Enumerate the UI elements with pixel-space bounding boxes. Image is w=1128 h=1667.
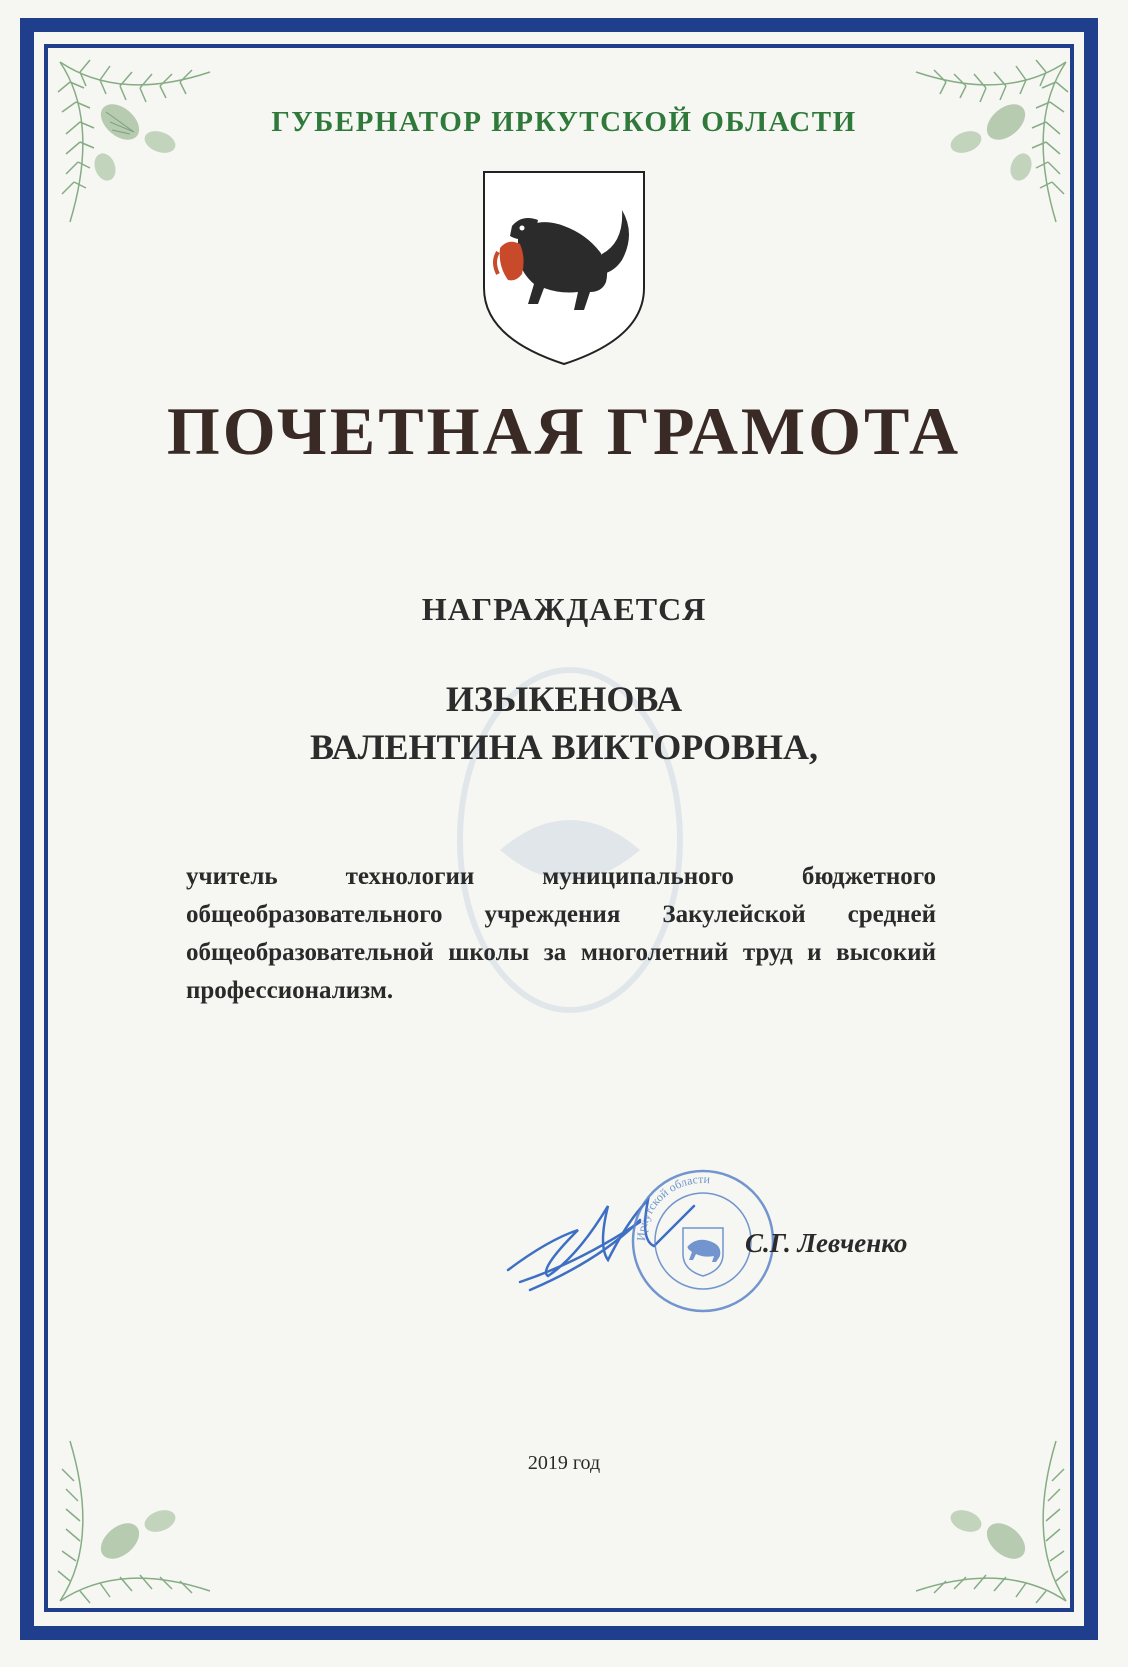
coat-of-arms-icon: [480, 168, 648, 368]
issuer-heading: ГУБЕРНАТОР ИРКУТСКОЙ ОБЛАСТИ: [271, 106, 857, 138]
recipient-surname: ИЗЫКЕНОВА: [445, 679, 683, 719]
recipient-given-names: ВАЛЕНТИНА ВИКТОРОВНА,: [309, 727, 819, 767]
pine-branch-icon: [50, 52, 240, 242]
award-description: учитель технологии муниципального бюджетного общеобразовательного учреждения Закулейской средней общеобразовательной школы за многолетний труд и высокий профессионализм.: [186, 863, 936, 1004]
issue-year: 2019 год: [527, 1452, 601, 1474]
pine-branch-icon: [886, 52, 1076, 242]
award-line: НАГРАЖДАЕТСЯ: [421, 591, 707, 627]
pine-branch-icon: [50, 1421, 240, 1611]
pine-branch-icon: [886, 1421, 1076, 1611]
seal-text: Иркутской области: [633, 1171, 711, 1242]
svg-text:Иркутской области: [634, 1172, 711, 1241]
document-title: ПОЧЕТНАЯ ГРАМОТА: [166, 393, 962, 469]
signer-name: С.Г. Левченко: [745, 1228, 908, 1258]
recipient-name: [0, 675, 1128, 771]
